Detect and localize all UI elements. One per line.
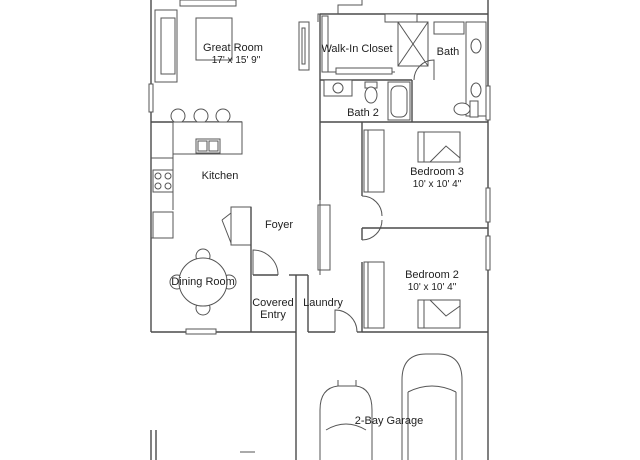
bedroom-3 [364,130,464,192]
covered-entry-label-line1: Covered [252,297,294,309]
foyer-label: Foyer [264,219,294,231]
bed-icon [418,132,460,162]
garage [320,354,462,460]
closet-icon [364,262,384,328]
bath-label: Bath [436,46,460,58]
shower-icon [398,22,428,66]
great-room [151,0,309,122]
toilet-icon [365,82,377,103]
bedroom-3-label: Bedroom 3 [410,166,464,178]
garage-label: 2-Bay Garage [354,415,424,427]
toilet-icon [454,101,478,117]
stool-icon [194,109,208,123]
bath-2-label: Bath 2 [347,107,379,119]
stool-icon [216,109,230,123]
sink-icon [324,80,352,96]
refrigerator-icon [153,212,173,238]
closet-icon [364,130,384,192]
bed-icon [418,300,460,328]
covered-entry-label-line2: Entry [260,309,286,321]
great-room-dims: 17' x 15' 9" [211,55,261,66]
stool-icon [171,109,185,123]
great-room-label: Great Room [203,42,263,54]
bedroom-2 [364,262,460,328]
kitchen [151,109,242,238]
tv-stand-icon [299,22,309,70]
laundry [296,262,362,332]
dining-room [170,207,251,315]
foyer [251,200,330,332]
walk-in-closet [318,0,398,80]
bath-2 [324,80,410,120]
bedroom-2-dims: 10' x 10' 4" [407,282,457,293]
dining-room-label: Dining Room [171,276,235,288]
sofa-icon [155,10,177,82]
walk-in-closet-label: Walk-In Closet [321,43,393,55]
bedroom-3-dims: 10' x 10' 4" [412,179,462,190]
bedroom-2-label: Bedroom 2 [405,269,459,281]
laundry-label: Laundry [303,297,343,309]
sofa-icon [180,0,236,6]
kitchen-label: Kitchen [201,170,239,182]
car-icon [402,354,462,460]
